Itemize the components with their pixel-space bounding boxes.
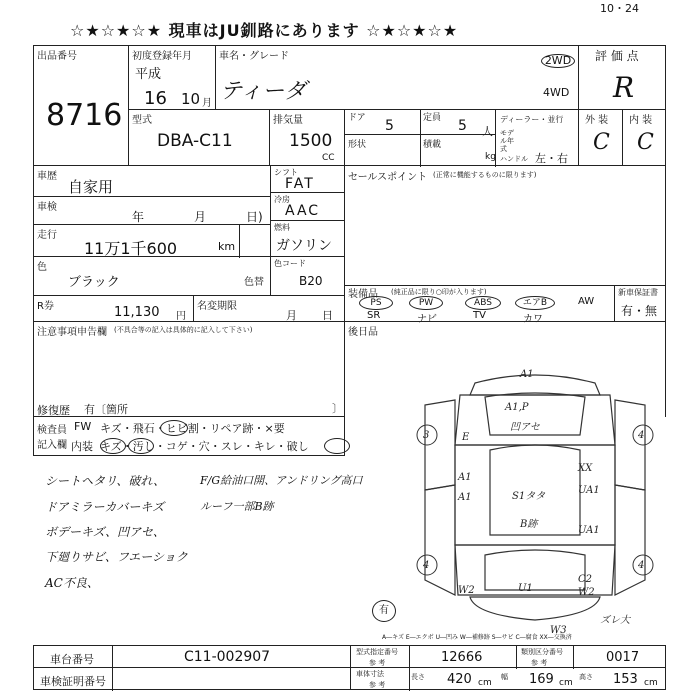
displacement-box bbox=[269, 109, 345, 166]
later-label: 後日品 bbox=[348, 327, 378, 338]
equip-leather: カワ bbox=[523, 314, 543, 325]
remark-right-1: F/G給油口開、アンドリング高口 bbox=[200, 474, 363, 487]
score-label: 評 価 点 bbox=[595, 49, 639, 63]
mark-wheel-4-rear-right: 4 bbox=[638, 560, 645, 571]
equip-pw: PW bbox=[409, 296, 443, 310]
mark-wheel-3: 3 bbox=[423, 430, 430, 441]
remark-2: ドアミラーカバーキズ bbox=[45, 500, 165, 514]
mark-rear-w3: W3 bbox=[550, 625, 567, 636]
capacity-unit: 人 bbox=[482, 125, 493, 138]
ext-value: C bbox=[593, 130, 610, 155]
mark-left-w2: W2 bbox=[458, 585, 475, 596]
color-code-label: 色コード bbox=[274, 259, 306, 268]
inspection-year: 年 bbox=[132, 210, 145, 224]
chassis-box bbox=[33, 645, 351, 668]
recycle-box bbox=[33, 295, 194, 322]
dimensions-box bbox=[350, 667, 666, 690]
first-reg-era: 平成 bbox=[135, 67, 162, 82]
handle-label: ハンドル bbox=[500, 155, 528, 163]
circle-kizu bbox=[100, 438, 126, 454]
height-value: 153 bbox=[613, 672, 638, 687]
first-reg-year: 16 bbox=[144, 88, 167, 109]
warranty-value: 有・無 bbox=[621, 304, 658, 318]
warranty-label: 新車保証書 bbox=[618, 288, 658, 297]
mark-right-ua1-2: UA1 bbox=[578, 525, 600, 536]
circle-yabure bbox=[324, 438, 350, 454]
color-value: ブラック bbox=[68, 275, 120, 290]
model-year-label: モデル年式 bbox=[500, 129, 514, 153]
sales-point-box bbox=[344, 165, 666, 286]
fuel-label: 燃料 bbox=[274, 223, 290, 232]
car-diagram bbox=[400, 365, 670, 645]
remark-3: ボデーキズ、凹アセ、 bbox=[45, 525, 165, 539]
remark-4: 下廻りサビ、フエーショク bbox=[45, 550, 188, 564]
history-label: 車歴 bbox=[37, 171, 57, 182]
doors-value: 5 bbox=[385, 118, 394, 134]
mark-right-w2: W2 bbox=[578, 587, 595, 598]
equip-tv: TV bbox=[473, 310, 486, 321]
notes-box bbox=[33, 321, 345, 417]
load-label: 積載 bbox=[423, 140, 442, 150]
inspector-fw: FW bbox=[74, 420, 92, 433]
mileage-value: 11万1千600 bbox=[84, 239, 178, 258]
kg-label: kg bbox=[485, 152, 496, 162]
warranty-box bbox=[614, 285, 666, 322]
equipment-label: 装備品 bbox=[348, 289, 378, 300]
inspector-row1: キズ・飛石・ヒビ割・リペア跡・×要 bbox=[100, 422, 285, 435]
height-label: 高さ bbox=[579, 673, 593, 681]
category-sub: 参 考 bbox=[531, 659, 548, 667]
equip-abs: ABS bbox=[465, 296, 501, 310]
repair-close: 〕 bbox=[332, 402, 343, 415]
mileage-box bbox=[33, 224, 271, 257]
mark-right-c2: C2 bbox=[578, 574, 593, 585]
corner-date: 10・24 bbox=[600, 2, 639, 15]
length-value: 420 bbox=[447, 672, 472, 687]
mark-hood: A1,P bbox=[505, 402, 529, 413]
repair-value: 有〔箇所 bbox=[84, 403, 128, 416]
width-label: 幅 bbox=[501, 673, 508, 681]
shift-label: シフト bbox=[274, 168, 298, 177]
mark-trunk-u1: U1 bbox=[518, 583, 533, 594]
notes-sub: (不具合等の記入は具体的に記入して下さい) bbox=[114, 326, 253, 334]
category-value: 0017 bbox=[606, 650, 640, 665]
mark-roof-b: B跡 bbox=[520, 519, 538, 530]
mark-front-a1: A1 bbox=[520, 369, 534, 380]
bottom-mark: 有 bbox=[379, 605, 389, 616]
completion-box bbox=[193, 295, 345, 322]
color-box bbox=[33, 256, 271, 296]
mark-rear-gap: ズレ大 bbox=[600, 615, 630, 626]
mileage-label: 走行 bbox=[37, 230, 57, 241]
recycle-value: 11,130 bbox=[114, 305, 160, 320]
aircon-box bbox=[270, 192, 345, 221]
category-label: 類別区分番号 bbox=[521, 648, 563, 656]
drive-4wd: 4WD bbox=[543, 86, 570, 99]
color-code-box bbox=[270, 256, 345, 296]
mark-fender-e: E bbox=[462, 432, 470, 443]
cert-label: 車検証明番号 bbox=[40, 675, 106, 688]
completion-day: 日 bbox=[322, 309, 333, 322]
color-code-value: B20 bbox=[299, 274, 323, 288]
model-name-label: 車名・グレード bbox=[219, 51, 289, 62]
inspection-label: 車検 bbox=[37, 202, 57, 213]
type-code-label: 型式 bbox=[132, 115, 152, 126]
score-box bbox=[578, 45, 666, 110]
inspector-interior: 内装 bbox=[71, 440, 93, 453]
remark-right-2: ルーフ一部B跡 bbox=[200, 500, 274, 513]
first-reg-box bbox=[128, 45, 216, 110]
int-label: 内 装 bbox=[629, 115, 653, 126]
cert-box bbox=[33, 667, 351, 690]
int-box bbox=[622, 109, 666, 166]
equipment-note: (純正品に限り○印が入ります) bbox=[391, 288, 487, 296]
inspection-month: 月 bbox=[194, 210, 207, 224]
equip-navi: ナビ bbox=[417, 314, 437, 325]
ext-label: 外 装 bbox=[585, 115, 609, 126]
completion-month: 月 bbox=[286, 309, 297, 322]
width-value: 169 bbox=[529, 672, 554, 687]
type-code-box bbox=[128, 109, 270, 166]
fuel-value: ガソリン bbox=[276, 238, 332, 254]
width-unit: cm bbox=[559, 678, 573, 688]
equip-airbag: エアB bbox=[515, 296, 555, 310]
displacement-unit: CC bbox=[322, 153, 335, 163]
sales-point-label: セールスポイント bbox=[348, 172, 428, 183]
designation-label: 型式指定番号 bbox=[356, 648, 398, 656]
mark-right-ua1-1: UA1 bbox=[578, 485, 600, 496]
mileage-unit: km bbox=[218, 240, 236, 253]
shape-label: 形状 bbox=[348, 140, 367, 150]
model-name-box bbox=[215, 45, 579, 110]
mark-hood-dent: 凹アセ bbox=[510, 422, 540, 433]
repair-label: 修復歴 bbox=[37, 404, 70, 417]
first-reg-month-unit: 月 bbox=[202, 98, 212, 109]
inspector-label1: 検査員 bbox=[37, 425, 67, 436]
doors-label: ドア bbox=[348, 113, 366, 123]
recycle-label: R券 bbox=[37, 301, 54, 312]
shift-value: FAT bbox=[285, 176, 315, 192]
shift-box bbox=[270, 165, 345, 193]
chassis-label: 車台番号 bbox=[50, 653, 94, 666]
inspection-day: 日) bbox=[246, 210, 263, 224]
mark-door-a1-2: A1 bbox=[458, 492, 472, 503]
circle-yogore bbox=[128, 438, 154, 454]
inspector-label2: 記入欄 bbox=[37, 440, 67, 451]
dim-label: 車体寸法 bbox=[356, 670, 384, 678]
chassis-value: C11-002907 bbox=[184, 649, 271, 665]
lot-number: 8716 bbox=[46, 98, 123, 133]
color-label: 色 bbox=[37, 262, 47, 273]
displacement-label: 排気量 bbox=[273, 115, 303, 126]
aircon-label: 冷房 bbox=[274, 195, 290, 204]
recycle-unit: 円 bbox=[176, 311, 186, 322]
int-value: C bbox=[637, 130, 654, 155]
handle-value: 左・右 bbox=[535, 152, 568, 165]
spec-box bbox=[344, 109, 579, 166]
sales-point-note: (正常に機能するものに限ります) bbox=[433, 171, 537, 179]
circle-tobiishi bbox=[160, 420, 188, 436]
aircon-value: AAC bbox=[285, 203, 321, 219]
designation-sub: 参 考 bbox=[369, 659, 386, 667]
dealer-label: ディーラー・並行 bbox=[500, 115, 564, 124]
bottom-mark-circle bbox=[372, 600, 396, 622]
height-unit: cm bbox=[644, 678, 658, 688]
mark-roof: S1タタ bbox=[512, 491, 546, 502]
designation-box bbox=[350, 645, 666, 668]
designation-value: 12666 bbox=[441, 650, 483, 665]
fuel-box bbox=[270, 220, 345, 257]
mark-right-xx: XX bbox=[578, 463, 593, 474]
type-code-value: DBA-C11 bbox=[157, 131, 233, 151]
length-unit: cm bbox=[478, 678, 492, 688]
mark-wheel-4-front: 4 bbox=[638, 430, 645, 441]
diagram-legend: A―キズ E―エクボ U―凹み W―補修跡 S―サビ C―腐食 XX―交換済 bbox=[382, 634, 572, 641]
first-reg-month: 10 bbox=[181, 90, 201, 108]
mark-wheel-4-rear-left: 4 bbox=[423, 560, 430, 571]
remark-5: AC不良、 bbox=[45, 576, 99, 590]
notes-label: 注意事項申告欄 bbox=[37, 327, 107, 338]
first-reg-label: 初度登録年月 bbox=[132, 51, 192, 62]
remark-1: シートヘタリ、破れ、 bbox=[45, 474, 166, 488]
equip-aw: AW bbox=[578, 296, 595, 307]
inspector-box bbox=[33, 416, 345, 456]
equip-sr: SR bbox=[367, 310, 381, 321]
capacity-value: 5 bbox=[458, 118, 467, 134]
inspection-box bbox=[33, 196, 271, 225]
dim-sub: 参 考 bbox=[369, 681, 386, 689]
mark-door-a1-1: A1 bbox=[458, 472, 472, 483]
completion-label: 名変期限 bbox=[197, 301, 237, 312]
history-value: 自家用 bbox=[68, 178, 114, 196]
model-name-value: ティーダ bbox=[220, 79, 307, 104]
color-change-label: 色替 bbox=[244, 277, 264, 288]
length-label: 長さ bbox=[411, 673, 425, 681]
history-box bbox=[33, 165, 271, 197]
capacity-label: 定員 bbox=[423, 113, 442, 123]
drive-2wd-circled: 2WD bbox=[541, 54, 575, 68]
ext-box bbox=[578, 109, 623, 166]
inspector-row2: キズ・汚し・コゲ・穴・スレ・キレ・破し bbox=[100, 440, 309, 453]
displacement-value: 1500 bbox=[289, 131, 333, 151]
score-value: R bbox=[613, 71, 635, 104]
lot-label: 出品番号 bbox=[37, 51, 77, 62]
banner-title: ☆★☆★☆★ 現車はJU釧路にあります ☆★☆★☆★ bbox=[70, 21, 459, 40]
lot-box bbox=[33, 45, 129, 166]
equipment-box bbox=[344, 285, 615, 325]
equip-ps: PS bbox=[359, 296, 393, 310]
